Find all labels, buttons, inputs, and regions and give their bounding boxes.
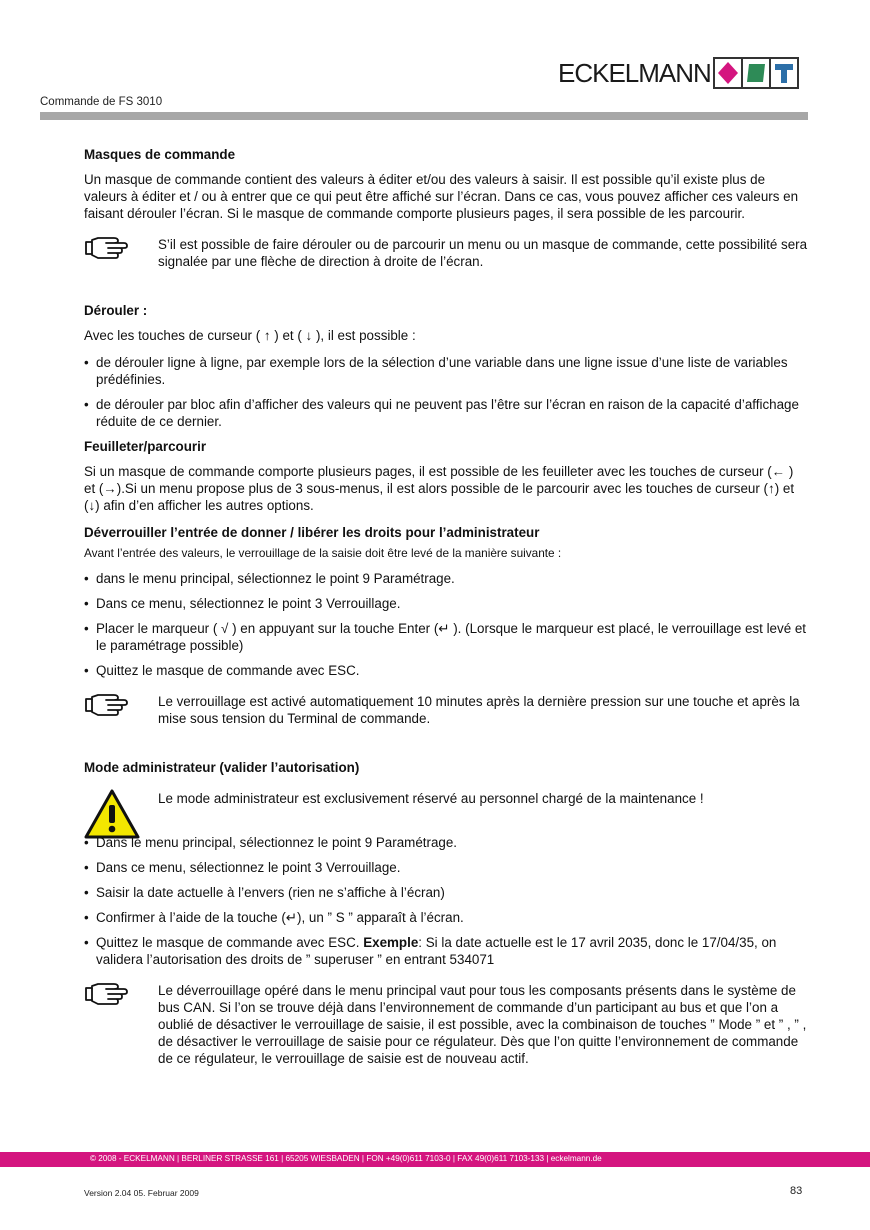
note-text-deverrouiller: Le verrouillage est activé automatiquement 10 minutes après la dernière pression sur une touche et après la mise sous tension du Terminal de commande.	[158, 694, 800, 726]
note-text-admin: Le déverrouillage opéré dans le menu principal vaut pour tous les composants présents dans le système de bus CAN. Si l’on se trouve déjà dans l’environnement de commande d’un participant au bus et que l’on a oublié de désactiver le verrouillage de saisie, il est possible, avec la combinaison de touches ” Mode ” et ” , ” , de désactiver le verrouillage de saisie pour ce régulateur. Dès que l’on quitte l’environnement de commande de ce régulateur, le verrouillage de saisie est de nouveau actif.	[158, 983, 807, 1066]
warning-admin	[84, 790, 808, 830]
logo-parallelogram-icon	[741, 57, 771, 89]
paragraph-feuilleter: Si un masque de commande comporte plusieurs pages, il est possible de les feuilleter avec les touches de curseur (← ) et (→).Si un menu propose plus de 3 sous-menus, il est alors possible de le parcourir avec les touches de curseur (↑) et (↓) afin d’en afficher les autres options.	[84, 464, 795, 513]
bullet-bold-text: Exemple	[363, 935, 419, 950]
bullet-text: Quittez le masque de commande avec ESC.	[96, 935, 364, 950]
note-text-masques: S’il est possible de faire dérouler ou de parcourir un menu ou un masque de commande, cette possibilité sera signalée par une flèche de direction à droite de l’écran.	[158, 237, 808, 269]
derouler-bullet-list	[84, 354, 808, 430]
brand-name: ECKELMANN	[558, 58, 711, 88]
deverrouiller-bullet-list	[84, 570, 808, 679]
header-rule	[40, 112, 808, 120]
section-title-derouler: Dérouler :	[84, 303, 148, 318]
admin-bullet-list	[84, 834, 808, 968]
paragraph-derouler-intro: Avec les touches de curseur ( ↑ ) et ( ↓ ), il est possible :	[84, 328, 416, 343]
note-admin	[84, 982, 808, 1067]
paragraph-masques: Un masque de commande contient des valeurs à éditer et/ou des valeurs à saisir. Il est possible qu’il existe plus de valeurs à éditer et / ou à entrer que ce qui peut être affiché sur l’écran. Dans ce cas, vous pouvez afficher ces valeurs en faisant dérouler l’écran. Si le masque de commande comporte plusieurs pages, il sera possible de les parcourir.	[84, 172, 799, 221]
version-info: Version 2.04 05. Februar 2009	[84, 1188, 199, 1198]
eckelmann-logo	[558, 56, 799, 90]
page-number: 83	[790, 1185, 803, 1197]
note-deverrouiller	[84, 693, 808, 727]
bullet-text: : Si la date actuelle est le 17 avril 2035, donc le 17/04/35, on validera l’autorisation des droits de ” superuser ” en entrant 534071	[96, 935, 777, 967]
section-title-admin: Mode administrateur (valider l’autorisation)	[84, 760, 360, 775]
list-item: • Quittez le masque de commande avec ESC.	[84, 662, 808, 679]
logo-diamond-icon	[713, 57, 743, 89]
list-item	[84, 934, 808, 968]
list-item: • dans le menu principal, sélectionnez le point 9 Paramétrage.	[84, 570, 808, 587]
logo-t-icon	[769, 57, 799, 89]
pointing-hand-icon	[84, 691, 128, 717]
list-item: • Dans ce menu, sélectionnez le point 3 Verrouillage.	[84, 595, 808, 612]
section-title-deverrouiller: Déverrouiller l’entrée de donner / libérer les droits pour l’administrateur	[84, 525, 540, 540]
list-item: • Saisir la date actuelle à l’envers (rien ne s’affiche à l’écran)	[84, 884, 808, 901]
paragraph-deverrouiller-intro: Avant l’entrée des valeurs, le verrouillage de la saisie doit être levé de la manière suivante :	[84, 546, 562, 560]
footer-address: © 2008 - ECKELMANN | BERLINER STRASSE 161 | 65205 WIESBADEN | FON +49(0)611 7103-0 | FAX 49(0)611 7103-133 | eckelmann.de	[90, 1154, 602, 1163]
page-content	[84, 146, 808, 1077]
list-item: • Dans ce menu, sélectionnez le point 3 Verrouillage.	[84, 859, 808, 876]
list-item: • de dérouler par bloc afin d’afficher des valeurs qui ne peuvent pas l’être sur l’écran en raison de la capacité d’affichage réduite de ce dernier.	[84, 396, 808, 430]
list-item: • Confirmer à l’aide de la touche (↵), un ” S ” apparaît à l’écran.	[84, 909, 808, 926]
document-title: Commande de FS 3010	[40, 96, 163, 108]
list-item: • de dérouler ligne à ligne, par exemple lors de la sélection d’une variable dans une ligne issue d’une liste de variables prédéfinies.	[84, 354, 808, 388]
pointing-hand-icon	[84, 234, 128, 260]
list-item: • Placer le marqueur ( √ ) en appuyant sur la touche Enter (↵ ). (Lorsque le marqueur est placé, le verrouillage est levé et le paramétrage possible)	[84, 620, 808, 654]
list-item: • Dans le menu principal, sélectionnez le point 9 Paramétrage.	[84, 834, 808, 851]
warning-text-admin: Le mode administrateur est exclusivement réservé au personnel chargé de la maintenance !	[158, 791, 704, 806]
logo-squares	[715, 57, 799, 89]
pointing-hand-icon	[84, 980, 128, 1006]
section-title-feuilleter: Feuilleter/parcourir	[84, 439, 207, 454]
note-masques	[84, 236, 808, 270]
section-title-masques: Masques de commande	[84, 147, 236, 162]
warning-triangle-icon	[84, 788, 140, 840]
